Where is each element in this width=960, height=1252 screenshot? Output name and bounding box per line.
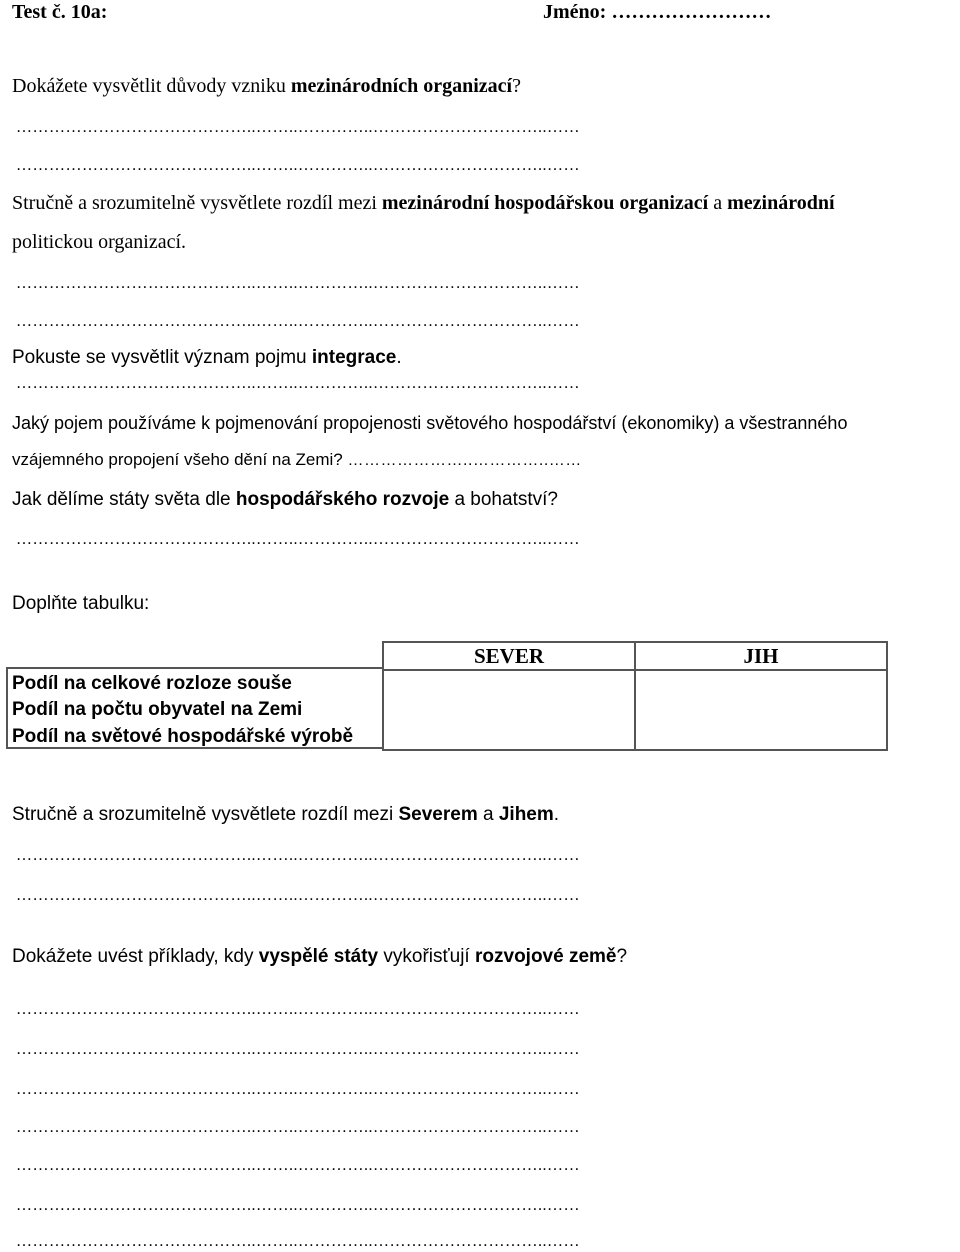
name-dots: …………………… xyxy=(611,1,772,23)
column-header-jih: JIH xyxy=(635,642,887,670)
name-field[interactable] xyxy=(543,0,771,24)
table-cell-input[interactable] xyxy=(383,723,635,750)
question-1-end: ? xyxy=(512,75,521,97)
question-4-line2 xyxy=(12,448,582,472)
row-label: Podíl na světové hospodářské výrobě xyxy=(12,725,354,747)
question-7 xyxy=(12,803,559,827)
test-number xyxy=(12,0,107,24)
answer-line[interactable]: ……………………………………..……..…………..…………………………..…… xyxy=(16,275,580,292)
answer-line[interactable]: ……………………………………..……..…………..…………………………..…… xyxy=(16,1197,580,1214)
answer-line[interactable]: ……………………………………..……..…………..…………………………..…… xyxy=(16,847,580,864)
question-7-text: Stručně a srozumitelně vysvětlete rozdíl mezi xyxy=(12,804,399,825)
row-label: Podíl na celkové rozloze souše xyxy=(12,672,292,694)
table-corner xyxy=(6,642,383,670)
answer-line[interactable]: ……………………………………..……..…………..…………………………..…… xyxy=(16,375,580,392)
answer-line[interactable]: ……………………………………..……..…………..…………………………..…… xyxy=(16,1233,580,1250)
question-2-line2: politickou organizací. xyxy=(12,231,187,253)
question-7-and: a xyxy=(477,804,499,825)
answer-line[interactable]: …………………..…………..…… xyxy=(347,452,582,469)
question-3-bold: integrace xyxy=(311,347,397,368)
answer-line[interactable]: ……………………………………..……..…………..…………………………..…… xyxy=(16,531,580,548)
question-3-end: . xyxy=(396,347,402,368)
table-cell-input[interactable] xyxy=(383,697,635,723)
answer-line[interactable]: ……………………………………..……..…………..…………………………..…… xyxy=(16,1081,580,1098)
question-8-end: ? xyxy=(616,946,628,967)
answer-line[interactable]: ……………………………………..……..…………..…………………………..…… xyxy=(16,887,580,904)
answer-line[interactable]: ……………………………………..……..…………..…………………………..…… xyxy=(16,119,580,136)
table-cell-input[interactable] xyxy=(635,670,887,697)
question-1-text: Dokážete vysvětlit důvody vzniku xyxy=(12,75,291,97)
answer-line[interactable]: ……………………………………..……..…………..…………………………..…… xyxy=(16,157,580,174)
table-cell-input[interactable] xyxy=(635,697,887,723)
question-2-text: Stručně a srozumitelně vysvětlete rozdíl mezi xyxy=(12,192,382,214)
row-label: Podíl na počtu obyvatel na Zemi xyxy=(12,699,303,720)
question-6-label: Doplňte tabulku: xyxy=(12,593,150,614)
name-label: Jméno: xyxy=(543,1,607,23)
answer-line[interactable]: ……………………………………..……..…………..…………………………..…… xyxy=(16,1119,580,1136)
question-1-bold: mezinárodních organizací xyxy=(290,75,513,97)
answer-line[interactable]: ……………………………………..……..…………..…………………………..…… xyxy=(16,1001,580,1018)
question-5-text: Jak dělíme státy světa dle xyxy=(12,489,236,510)
question-2 xyxy=(12,191,835,215)
question-5-bold: hospodářského rozvoje xyxy=(235,489,450,510)
question-3-text: Pokuste se vysvětlit význam pojmu xyxy=(12,347,312,368)
table-cell-input[interactable] xyxy=(635,723,887,750)
question-4-line1: Jaký pojem používáme k pojmenování propojenosti světového hospodářství (ekonomiky) a všestranného xyxy=(12,413,848,433)
test-label: Test č. 10a: xyxy=(12,1,108,23)
question-7-end: . xyxy=(553,804,560,825)
question-8-bold-2: rozvojové země xyxy=(475,946,617,967)
question-4-text: vzájemného propojení všeho dění na Zemi? xyxy=(12,450,343,469)
question-1 xyxy=(12,74,521,98)
question-8 xyxy=(12,945,627,969)
column-header-sever: SEVER xyxy=(383,642,635,670)
question-2-bold-1: mezinárodní hospodářskou organizací xyxy=(381,192,709,214)
answer-line[interactable]: ……………………………………..……..…………..…………………………..…… xyxy=(16,313,580,330)
row-labels-frame xyxy=(6,667,384,749)
answer-line[interactable]: ……………………………………..……..…………..…………………………..…… xyxy=(16,1157,580,1174)
question-7-bold-2: Jihem xyxy=(498,804,554,825)
answer-line[interactable]: ……………………………………..……..…………..…………………………..…… xyxy=(16,1041,580,1058)
question-7-bold-1: Severem xyxy=(398,804,478,825)
question-2-bold-2: mezinárodní xyxy=(727,192,835,214)
table-cell-input[interactable] xyxy=(383,670,635,697)
question-3 xyxy=(12,346,402,370)
question-5-end: a bohatství? xyxy=(449,489,558,510)
question-8-mid: vykořisťují xyxy=(378,946,475,967)
question-2-and: a xyxy=(708,192,728,214)
question-8-bold-1: vyspělé státy xyxy=(258,946,379,967)
question-8-text: Dokážete uvést příklady, kdy xyxy=(12,946,259,967)
question-5 xyxy=(12,488,558,512)
